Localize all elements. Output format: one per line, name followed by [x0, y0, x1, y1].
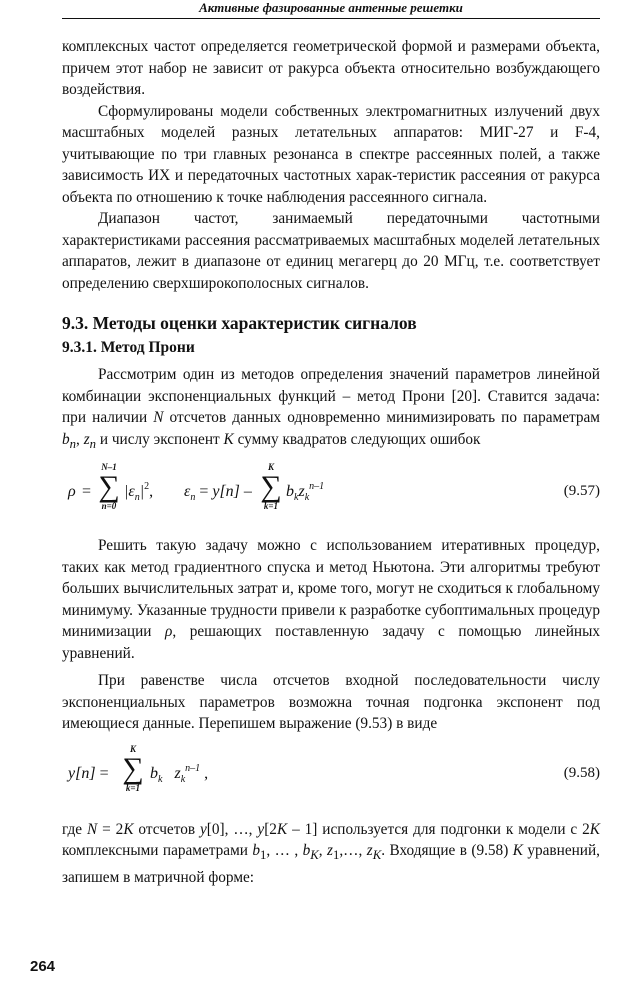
text-span: , … ,	[266, 842, 303, 860]
text-span: [0], …,	[206, 820, 258, 838]
var-K: K	[589, 820, 600, 838]
sigma-symbol: ∑	[122, 751, 144, 785]
text-span: . Входящие в (9.58)	[381, 842, 513, 860]
eq-minus: –	[243, 483, 252, 501]
subscript: n	[134, 492, 140, 504]
text-span: [2	[264, 820, 277, 838]
paragraph-6: При равенстве числа отсчетов входной последовательности числу экспоненциальных параметров возможна точная подгонка экспонент под имеющиеся данные. Перепишем выражение (9.53) в виде	[62, 672, 600, 733]
text-span: сумму квадратов следующих ошибок	[233, 430, 481, 448]
subscript: k	[294, 492, 299, 504]
superscript: n–1	[309, 481, 325, 493]
equation-number: (9.58)	[563, 764, 600, 781]
eq-y: y	[212, 483, 220, 501]
eq-bracket: [n]	[219, 483, 240, 501]
eq-bz-term	[286, 481, 325, 504]
subscript: k	[180, 773, 186, 785]
paragraph-4	[62, 364, 600, 455]
subscript: k	[304, 492, 310, 504]
var-K: K	[512, 842, 523, 860]
subscript: n	[190, 492, 196, 504]
subscript: 1	[260, 848, 267, 863]
eq-comma: ,	[149, 483, 154, 501]
eps: ε	[184, 483, 191, 501]
sum-upper-limit: N–1	[101, 462, 117, 473]
var-y: y	[257, 820, 265, 838]
paragraph-1: комплексных частот определяется геометрической формой и размерами объекта, причем этот набор не зависит от ракурса объекта относительно возбуждающего воздействия.	[62, 38, 600, 98]
var-N: N	[153, 409, 164, 426]
eq-equals: =	[199, 483, 209, 501]
eq-equals: =	[99, 764, 109, 782]
paragraph-2: Сформулированы модели собственных электромагнитных излучений двух масштабных моделей разных летательных аппаратов: МИГ-27 и F-4, учитывающие по три главных резонанса в спектре рассеянных полей, а также зависимость ИХ и передаточных частотных харак-теристик рассеяния от ракурса объекта по отношению к точке наблюдения рассеянного сигнала.	[62, 102, 600, 206]
text-span: где	[62, 820, 87, 838]
text-span: комплексными параметрами	[62, 842, 253, 860]
sum-1	[120, 745, 146, 793]
text-span: отсчетов	[133, 820, 200, 838]
eq-abs-term	[124, 481, 154, 504]
eq-b: b	[286, 483, 294, 501]
subscript: 1	[332, 848, 340, 863]
sum-lower-limit: k=1	[263, 501, 279, 512]
sum-upper-limit: K	[267, 462, 274, 473]
eq-bracket: [n]	[75, 764, 96, 782]
text-span: – 1] используется для подгонки к модели с 2	[287, 820, 590, 838]
eq-comma: ,	[204, 764, 209, 782]
text-span: = 2	[97, 820, 124, 838]
page-number: 264	[30, 958, 56, 975]
text-span: ,	[76, 430, 84, 448]
eq-equals: =	[82, 483, 92, 501]
eq-y: y	[68, 764, 76, 782]
abs-eps: |ε	[124, 483, 135, 501]
var-K: K	[123, 820, 134, 838]
var-b: b	[62, 430, 70, 448]
sum-2	[258, 463, 284, 511]
text-span: отсчетов данных одновременно минимизировать по параметрам	[163, 409, 600, 426]
subscript: K	[372, 848, 382, 863]
var-z: z	[366, 842, 373, 860]
equation-number: (9.57)	[563, 483, 600, 500]
eq-z: z	[174, 764, 181, 782]
equation-9-58	[62, 745, 600, 807]
text-span: уравнений, запишем в матричной форме:	[62, 842, 601, 886]
subscript: n	[89, 436, 97, 451]
text-span: , решающих поставленную задачу с помощью линейных уравнений.	[62, 623, 601, 662]
paragraph-7	[62, 819, 600, 889]
var-N: N	[87, 820, 98, 838]
var-z: z	[327, 842, 333, 860]
subscript: K	[310, 848, 319, 863]
eq-rho: ρ	[68, 483, 76, 501]
section-title: 9.3. Методы оценки характеристик сигналов	[62, 313, 417, 333]
eq-b: b	[150, 764, 158, 782]
var-y: y	[199, 820, 207, 838]
subscript: k	[158, 773, 163, 785]
eq-lhs	[68, 765, 109, 783]
abs-close: |	[139, 483, 145, 501]
text-span: Решить такую задачу можно с использованием итеративных процедур, таких как метод градиентного спуска и метод Ньютона. Эти алгоритмы требуют больших вычислительных затрат и, кроме того, могут не сходиться к глобальному минимуму. Указанные трудности привели к разработке субоптимальных процедур минимизации	[62, 537, 600, 641]
eq-bz-term	[150, 762, 209, 785]
text-span: ,…,	[339, 842, 367, 860]
text-span: и числу экспонент	[96, 430, 224, 448]
subscript: n	[69, 436, 77, 451]
page-body	[62, 36, 600, 888]
var-rho: ρ	[165, 623, 173, 641]
eq-eps-term	[184, 483, 252, 504]
var-z: z	[83, 430, 90, 448]
var-b: b	[252, 842, 261, 860]
var-K: K	[276, 820, 288, 838]
sum-lower-limit: n=0	[101, 501, 117, 512]
sum-lower-limit: k=1	[125, 782, 141, 793]
paragraph-5	[62, 535, 600, 664]
superscript: 2	[144, 481, 150, 493]
running-title: Активные фазированные антенные решетки	[199, 0, 463, 15]
equation-9-57	[62, 463, 600, 525]
superscript: n–1	[185, 762, 201, 774]
var-b: b	[302, 842, 311, 860]
eq-z: z	[298, 483, 305, 501]
text-span: Рассмотрим один из методов определения значений параметров линейной комбинации экспоненциальных функций – метод Прони [20]. Ставится задача: при наличии	[62, 366, 600, 426]
sigma-symbol: ∑	[98, 470, 120, 504]
running-header	[62, 0, 600, 19]
paragraph-3: Диапазон частот, занимаемый передаточными частотными характеристиками рассеяния рассматриваемых масштабных моделей летательных аппаратов, лежит в диапазоне от единиц мегагерц до 20 МГц, т.е. соответствует определению сверхширокополосных сигналов.	[62, 210, 600, 292]
text-span: ,	[318, 842, 328, 860]
sum-1	[96, 463, 122, 511]
sum-upper-limit: K	[129, 743, 136, 754]
sigma-symbol: ∑	[260, 470, 282, 504]
subsection-title: 9.3.1. Метод Прони	[62, 339, 195, 356]
var-K: K	[223, 430, 234, 448]
